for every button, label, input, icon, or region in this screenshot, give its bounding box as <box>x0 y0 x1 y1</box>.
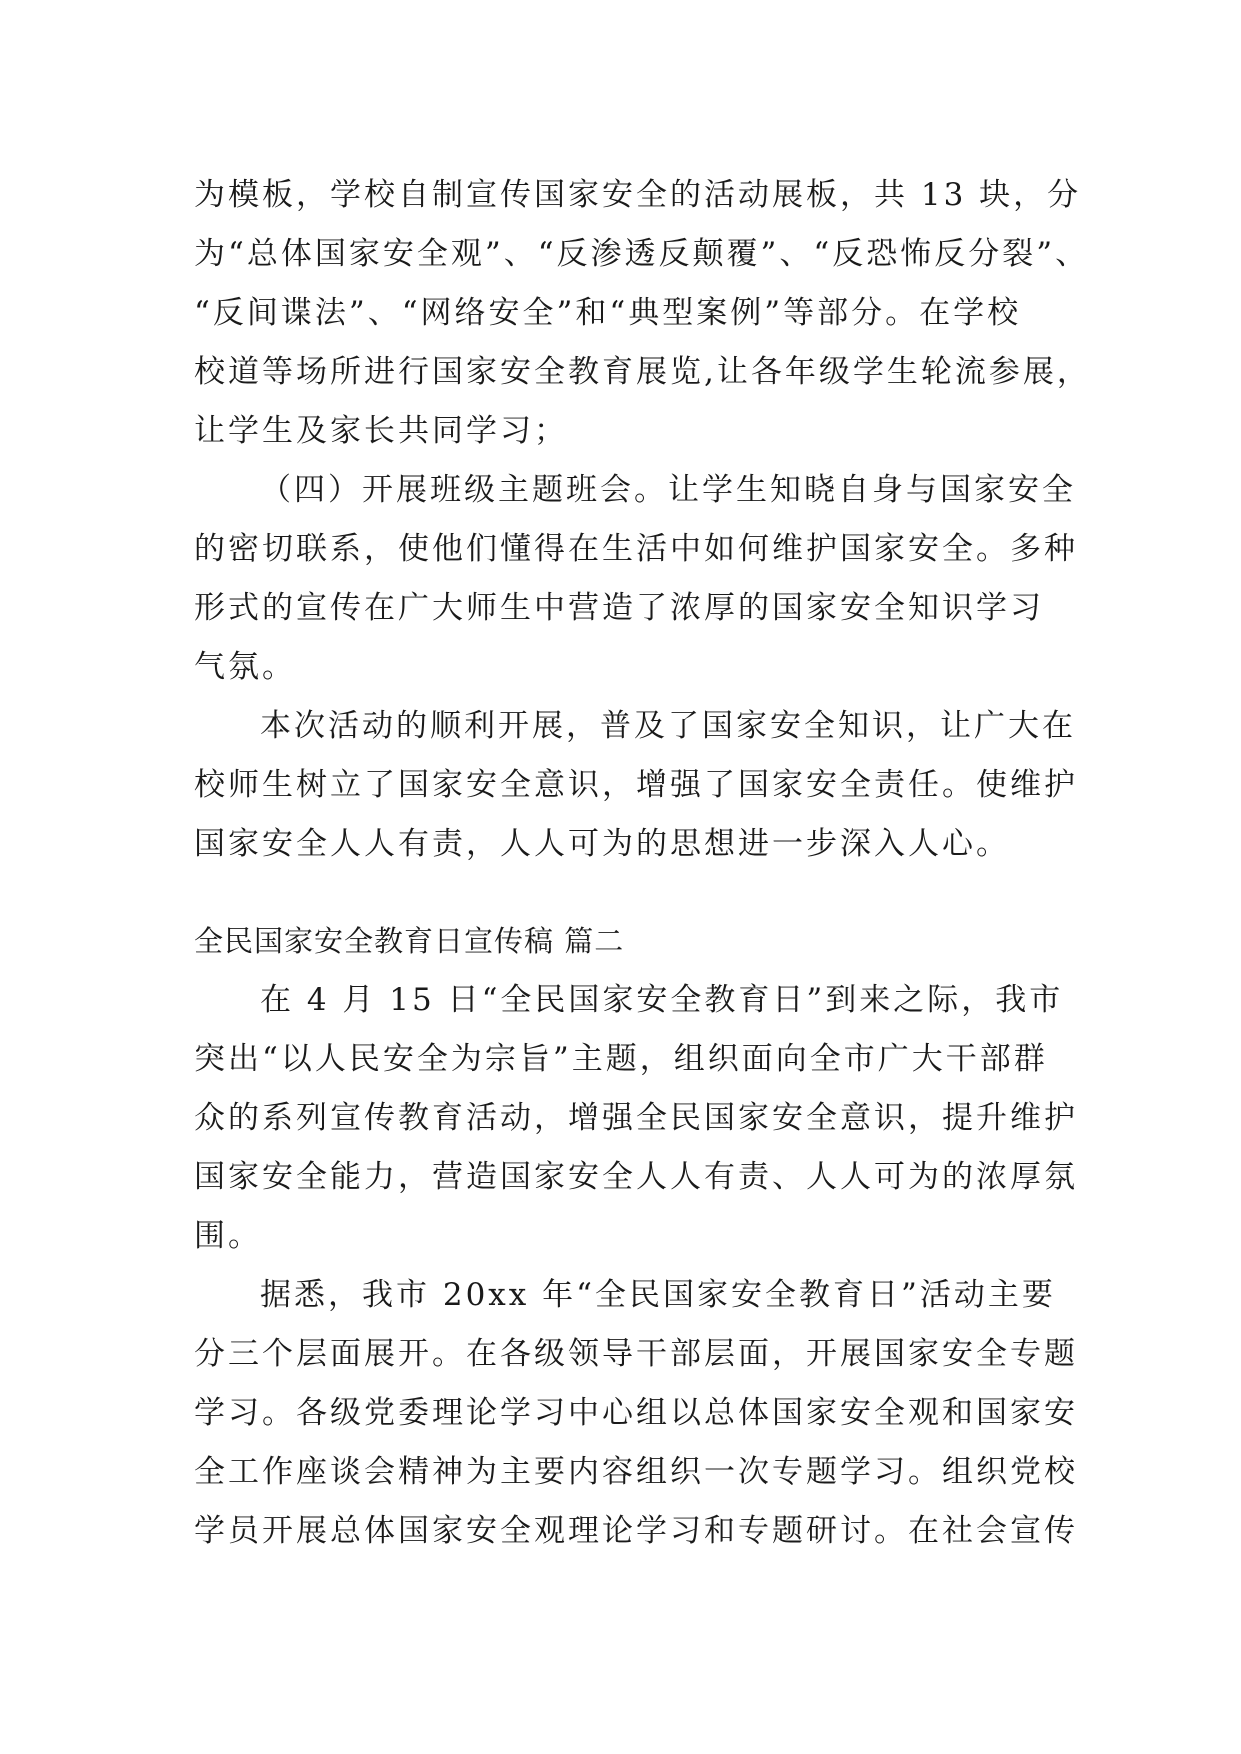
paragraph-line: 让学生及家长共同学习； <box>194 413 568 449</box>
paragraph-line: （四）开展班级主题班会。让学生知晓自身与国家安全 <box>260 472 1076 508</box>
paragraph-line: 校师生树立了国家安全意识，增强了国家安全责任。使维护 <box>194 767 1078 803</box>
paragraph-line: 学习。各级党委理论学习中心组以总体国家安全观和国家安 <box>194 1395 1078 1431</box>
paragraph-line: 分三个层面展开。在各级领导干部层面，开展国家安全专题 <box>194 1336 1078 1372</box>
paragraph-line: 据悉，我市 20xx 年“全民国家安全教育日”活动主要 <box>260 1277 1056 1313</box>
paragraph-line: 围。 <box>194 1218 262 1254</box>
paragraph-line: 为模板，学校自制宣传国家安全的活动展板，共 13 块，分 <box>194 177 1082 213</box>
paragraph-line: 本次活动的顺利开展，普及了国家安全知识，让广大在 <box>260 708 1076 744</box>
paragraph-line: 的密切联系，使他们懂得在生活中如何维护国家安全。多种 <box>194 531 1078 567</box>
section-heading: 全民国家安全教育日宣传稿 篇二 <box>194 924 625 958</box>
paragraph-line: “反间谍法”、“网络安全”和“典型案例”等部分。在学校 <box>194 295 1022 331</box>
paragraph-line: 全工作座谈会精神为主要内容组织一次专题学习。组织党校 <box>194 1454 1078 1490</box>
paragraph-line: 气氛。 <box>194 649 296 685</box>
paragraph-line: 校道等场所进行国家安全教育展览,让各年级学生轮流参展， <box>194 354 1091 390</box>
paragraph-line: 众的系列宣传教育活动，增强全民国家安全意识，提升维护 <box>194 1100 1078 1136</box>
section-two-body <box>194 971 1078 1561</box>
paragraph-line: 为“总体国家安全观”、“反渗透反颠覆”、“反恐怖反分裂”、 <box>194 236 1090 272</box>
section-one-body <box>194 166 1091 874</box>
paragraph-line: 国家安全人人有责，人人可为的思想进一步深入人心。 <box>194 826 1010 862</box>
paragraph-line: 形式的宣传在广大师生中营造了浓厚的国家安全知识学习 <box>194 590 1044 626</box>
paragraph-line: 学员开展总体国家安全观理论学习和专题研讨。在社会宣传 <box>194 1513 1078 1549</box>
paragraph-line: 国家安全能力，营造国家安全人人有责、人人可为的浓厚氛 <box>194 1159 1078 1195</box>
paragraph-line: 突出“以人民安全为宗旨”主题，组织面向全市广大干部群 <box>194 1041 1048 1077</box>
paragraph-line: 在 4 月 15 日“全民国家安全教育日”到来之际，我市 <box>260 982 1064 1018</box>
